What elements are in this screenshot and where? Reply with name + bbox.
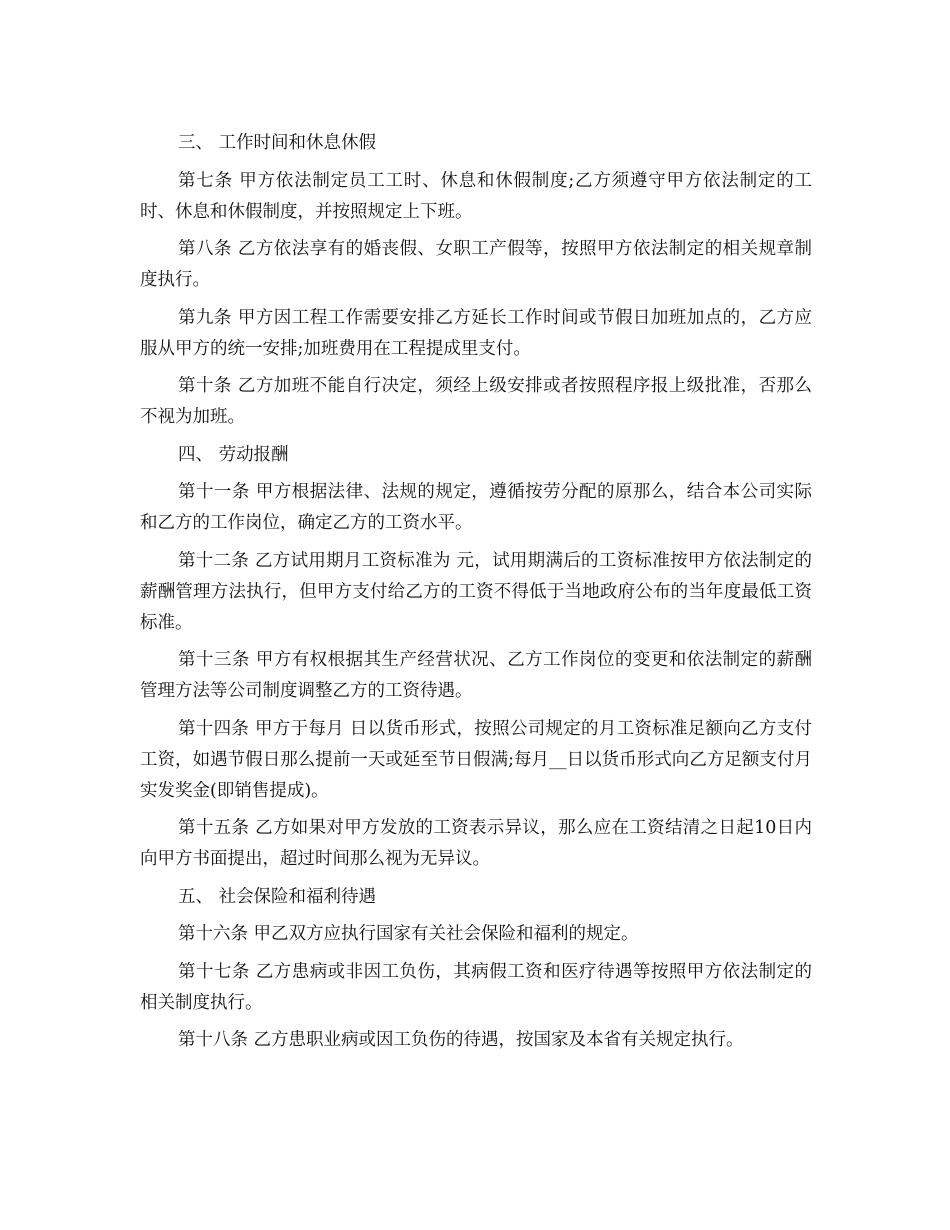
article-12: 第十二条 乙方试用期月工资标准为 元，试用期满后的工资标准按甲方依法制定的薪酬管理方法执行，但甲方支付给乙方的工资不得低于当地政府公布的当年度最低工资标准。 [140, 550, 812, 633]
article-11: 第十一条 甲方根据法律、法规的规定，遵循按劳分配的原那么，结合本公司实际和乙方的工作岗位，确定乙方的工资水平。 [140, 482, 812, 533]
article-7: 第七条 甲方依法制定员工工时、休息和休假制度;乙方须遵守甲方依法制定的工时、休息和休假制度，并按照规定上下班。 [140, 170, 812, 222]
section-heading-work-hours: 三、 工作时间和休息休假 [178, 133, 377, 153]
article-13: 第十三条 甲方有权根据其生产经营状况、乙方工作岗位的变更和依法制定的薪酬管理方法等公司制度调整乙方的工资待遇。 [140, 650, 812, 701]
article-17: 第十七条 乙方患病或非因工负伤，其病假工资和医疗待遇等按照甲方依法制定的相关制度执行。 [140, 961, 812, 1013]
article-8: 第八条 乙方依法享有的婚丧假、女职工产假等，按照甲方依法制定的相关规章制度执行。 [140, 239, 812, 290]
article-18: 第十八条 乙方患职业病或因工负伤的待遇，按国家及本省有关规定执行。 [178, 1030, 744, 1050]
article-14: 第十四条 甲方于每月 日以货币形式，按照公司规定的月工资标准足额向乙方支付工资，如遇节假日那么提前一天或延至节日假满;每月__日以货币形式向乙方足额支付月实发奖金(即销售提成)。 [140, 718, 812, 801]
article-10: 第十条 乙方加班不能自行决定，须经上级安排或者按照程序报上级批准，否那么不视为加班。 [140, 376, 812, 427]
article-9: 第九条 甲方因工程工作需要安排乙方延长工作时间或节假日加班加点的，乙方应服从甲方的统一安排;加班费用在工程提成里支付。 [140, 307, 812, 359]
article-16: 第十六条 甲乙双方应执行国家有关社会保险和福利的规定。 [178, 924, 639, 944]
section-heading-remuneration: 四、 劳动报酬 [178, 444, 289, 465]
document-body [140, 128, 812, 1063]
article-15: 第十五条 乙方如果对甲方发放的工资表示异议，那么应在工资结清之日起10日内向甲方书面提出，超过时间那么视为无异议。 [140, 818, 812, 869]
section-heading-social-insurance: 五、 社会保险和福利待遇 [178, 886, 377, 907]
